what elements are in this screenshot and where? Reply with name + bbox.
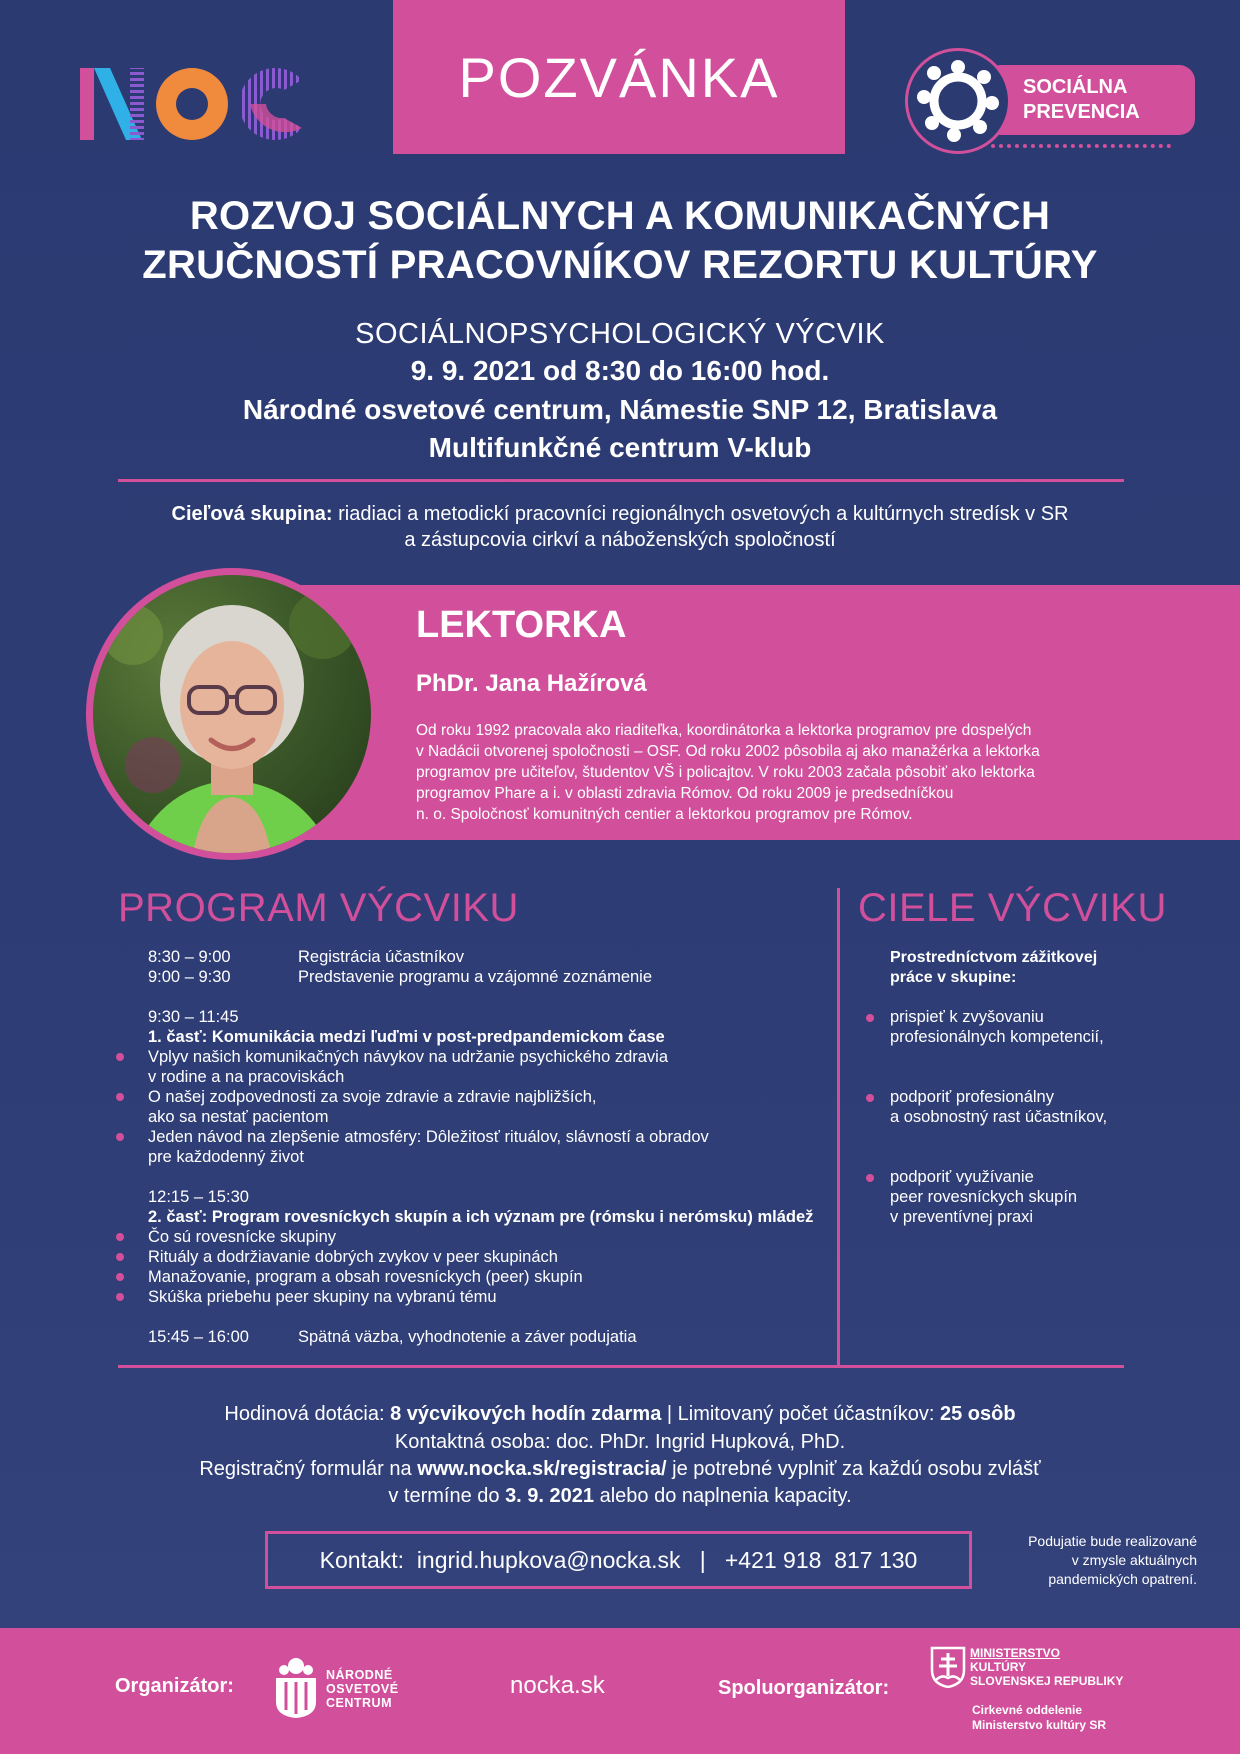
registration-info	[60, 1458, 1180, 1481]
block1-item: O našej zodpovednosti za svoje zdravie a zdravie najbližších,	[148, 1088, 597, 1106]
program-time: 8:30 – 9:00	[148, 948, 231, 966]
lecturer-bio	[416, 720, 1136, 825]
block1-title: 1. časť: Komunikácia medzi ľuďmi v post-predpandemickom čase	[148, 1028, 665, 1046]
ministry-dept-line: Ministerstvo kultúry SR	[972, 1718, 1107, 1732]
bullet-icon	[116, 1133, 124, 1141]
block1-item: ako sa nestať pacientom	[148, 1108, 329, 1126]
event-venue-room: Multifunkčné centrum V-klub	[428, 432, 812, 463]
invitation-badge	[393, 0, 845, 154]
goal-item	[890, 1087, 1190, 1127]
contact-text[interactable]: Kontakt: ingrid.hupkova@nocka.sk | +421 918 817 130	[319, 1546, 918, 1573]
people-circle-icon	[905, 48, 1011, 154]
goal-line: profesionálnych kompetencií,	[890, 1028, 1104, 1046]
block1-item: Vplyv našich komunikačných návykov na udržanie psychického zdravia	[148, 1048, 669, 1066]
program-desc: Registrácia účastníkov	[298, 948, 464, 966]
pandemic-note	[985, 1532, 1197, 1589]
block1-item: pre každodenný život	[148, 1148, 304, 1166]
hours-label: Hodinová dotácia:	[224, 1403, 391, 1425]
block1-item: Jeden návod na zlepšenie atmosféry: Dôležitosť rituálov, slávností a obradov	[148, 1128, 709, 1146]
hours-info	[60, 1403, 1180, 1426]
bullet-icon	[866, 1014, 874, 1022]
lecturer-name: PhDr. Jana Hažírová	[416, 670, 647, 697]
limit-label: Limitovaný počet účastníkov:	[677, 1403, 940, 1425]
goals-intro	[890, 948, 1170, 988]
lecturer-heading: LEKTORKA	[416, 604, 627, 646]
program-title: PROGRAM VÝCVIKU	[118, 886, 519, 930]
noc-name	[326, 1668, 399, 1710]
bullet-icon	[116, 1093, 124, 1101]
block2-title: 2. časť: Program rovesníckych skupín a ich význam pre (rómsku i nerómsku) mládež	[148, 1208, 814, 1226]
noc-name-line: OSVETOVÉ	[326, 1682, 399, 1696]
program-desc: Spätná väzba, vyhodnotenie a záver podujatia	[298, 1328, 637, 1346]
goal-line: prispieť k zvyšovaniu	[890, 1008, 1044, 1026]
goal-line: v preventívnej praxi	[890, 1208, 1034, 1226]
deadline-pre: v termíne do	[388, 1485, 506, 1507]
note-line: pandemických opatrení.	[1048, 1571, 1197, 1587]
note-line: Podujatie bude realizované	[1028, 1533, 1197, 1549]
dotted-underline	[991, 144, 1171, 148]
event-type: SOCIÁLNOPSYCHOLOGICKÝ VÝCVIK	[355, 318, 885, 350]
bullet-icon	[116, 1273, 124, 1281]
goals-intro-line: práce v skupine:	[890, 969, 1017, 986]
reg-pre: Registračný formulár na	[199, 1458, 418, 1480]
goal-line: peer rovesníckych skupín	[890, 1188, 1078, 1206]
block2-item: Rituály a dodržiavanie dobrých zvykov v peer skupinách	[148, 1248, 558, 1266]
title-line-2: ZRUČNOSTÍ PRACOVNÍKOV REZORTU KULTÚRY	[142, 243, 1098, 287]
bullet-icon	[116, 1053, 124, 1061]
goal-line: podporiť využívanie	[890, 1168, 1034, 1186]
sp-line1: SOCIÁLNA	[1023, 76, 1128, 98]
limit-value: 25 osôb	[940, 1403, 1016, 1425]
goals-title: CIELE VÝCVIKU	[858, 886, 1167, 930]
ministry-name	[970, 1646, 1123, 1688]
bio-line: v Nadácii otvorenej spoločnosti – OSF. Od roku 2002 pôsobila aj ako manažérka a lektorka	[416, 743, 1040, 760]
slovak-coat-of-arms-icon	[930, 1646, 966, 1688]
deadline-info	[60, 1485, 1180, 1508]
website-link[interactable]: nocka.sk	[510, 1672, 605, 1699]
block2-item: Manažovanie, program a obsah rovesníckych (peer) skupín	[148, 1268, 583, 1286]
deadline-date: 3. 9. 2021	[505, 1485, 595, 1507]
lecturer-portrait-image	[93, 575, 371, 853]
goals-intro-line: Prostredníctvom zážitkovej	[890, 949, 1098, 966]
ministry-dept-line: Cirkevné oddelenie	[972, 1703, 1083, 1717]
bullet-icon	[116, 1293, 124, 1301]
block1-time: 9:30 – 11:45	[148, 1008, 239, 1026]
block2-item: Skúška priebehu peer skupiny na vybranú tému	[148, 1288, 497, 1306]
noc-emblem-icon	[272, 1652, 320, 1720]
target-group	[90, 501, 1150, 553]
event-venue: Národné osvetové centrum, Námestie SNP 12, Bratislava	[242, 394, 998, 425]
target-text-1: riadiaci a metodickí pracovníci regionálnych osvetových a kultúrnych stredísk v SR	[332, 503, 1069, 525]
event-date: 9. 9. 2021 od 8:30 do 16:00 hod.	[410, 355, 830, 386]
target-text-2: a zástupcovia cirkví a náboženských spoločností	[404, 529, 836, 551]
block2-item: Čo sú rovesnícke skupiny	[148, 1228, 337, 1246]
invitation-badge-text: POZVÁNKA	[458, 45, 780, 109]
goal-item	[890, 1007, 1190, 1047]
bio-line: n. o. Spoločnosť komunitných centier a lektorkou programov pre Rómov.	[416, 806, 913, 823]
contact-box	[265, 1531, 972, 1589]
contact-person: Kontaktná osoba: doc. PhDr. Ingrid Hupková, PhD.	[394, 1431, 846, 1453]
goal-item	[890, 1167, 1190, 1227]
title-line-1: ROZVOJ SOCIÁLNYCH A KOMUNIKAČNÝCH	[189, 194, 1051, 238]
noc-name-line: NÁRODNÉ	[326, 1668, 393, 1682]
deadline-post: alebo do naplnenia kapacity.	[594, 1485, 852, 1507]
noc-name-line: CENTRUM	[326, 1696, 392, 1710]
target-label: Cieľová skupina:	[171, 503, 333, 525]
column-divider	[837, 888, 840, 1368]
ministry-line: MINISTERSTVO	[970, 1646, 1061, 1660]
bullet-icon	[866, 1094, 874, 1102]
goal-line: podporiť profesionálny	[890, 1088, 1054, 1106]
block1-item: v rodine a na pracoviskách	[148, 1068, 345, 1086]
bullet-icon	[866, 1174, 874, 1182]
program-time: 9:00 – 9:30	[148, 968, 231, 986]
social-prevention-logo	[905, 48, 1195, 154]
lecturer-photo	[86, 568, 378, 860]
goal-line: a osobnostný rast účastníkov,	[890, 1108, 1108, 1126]
bio-line: programov Phare a i. v oblasti zdravia Rómov. Od roku 2009 je predsedníčkou	[416, 785, 954, 802]
program-desc: Predstavenie programu a vzájomné zoznámenie	[298, 968, 653, 986]
bio-line: programov pre učiteľov, študentov VŠ i policajtov. V roku 2003 začala pôsobiť ako lektorka	[416, 764, 1035, 781]
noc-logo	[80, 66, 310, 146]
organizer-label: Organizátor:	[115, 1675, 234, 1697]
social-prevention-pill	[985, 65, 1195, 135]
hours-value: 8 výcvikových hodín zdarma	[390, 1403, 662, 1425]
ministry-line: KULTÚRY	[970, 1660, 1026, 1674]
bio-line: Od roku 1992 pracovala ako riaditeľka, koordinátorka a lektorka programov pre dospelých	[416, 722, 1032, 739]
bullet-icon	[116, 1253, 124, 1261]
divider	[118, 479, 1124, 482]
note-line: v zmysle aktuálnych	[1071, 1552, 1197, 1568]
main-title	[60, 192, 1180, 290]
ministry-line: SLOVENSKEJ REPUBLIKY	[970, 1674, 1124, 1688]
program-time: 15:45 – 16:00	[148, 1328, 249, 1346]
coorganizer-label: Spoluorganizátor:	[718, 1677, 890, 1699]
divider	[118, 1365, 1124, 1368]
bullet-icon	[116, 1233, 124, 1241]
reg-post: je potrebné vyplniť za každú osobu zvlášť	[666, 1458, 1041, 1480]
block2-time: 12:15 – 15:30	[148, 1188, 249, 1206]
ministry-department	[972, 1703, 1106, 1733]
sp-line2: PREVENCIA	[1023, 101, 1140, 123]
registration-link[interactable]: www.nocka.sk/registracia/	[417, 1458, 667, 1480]
info-separator: |	[661, 1403, 678, 1425]
